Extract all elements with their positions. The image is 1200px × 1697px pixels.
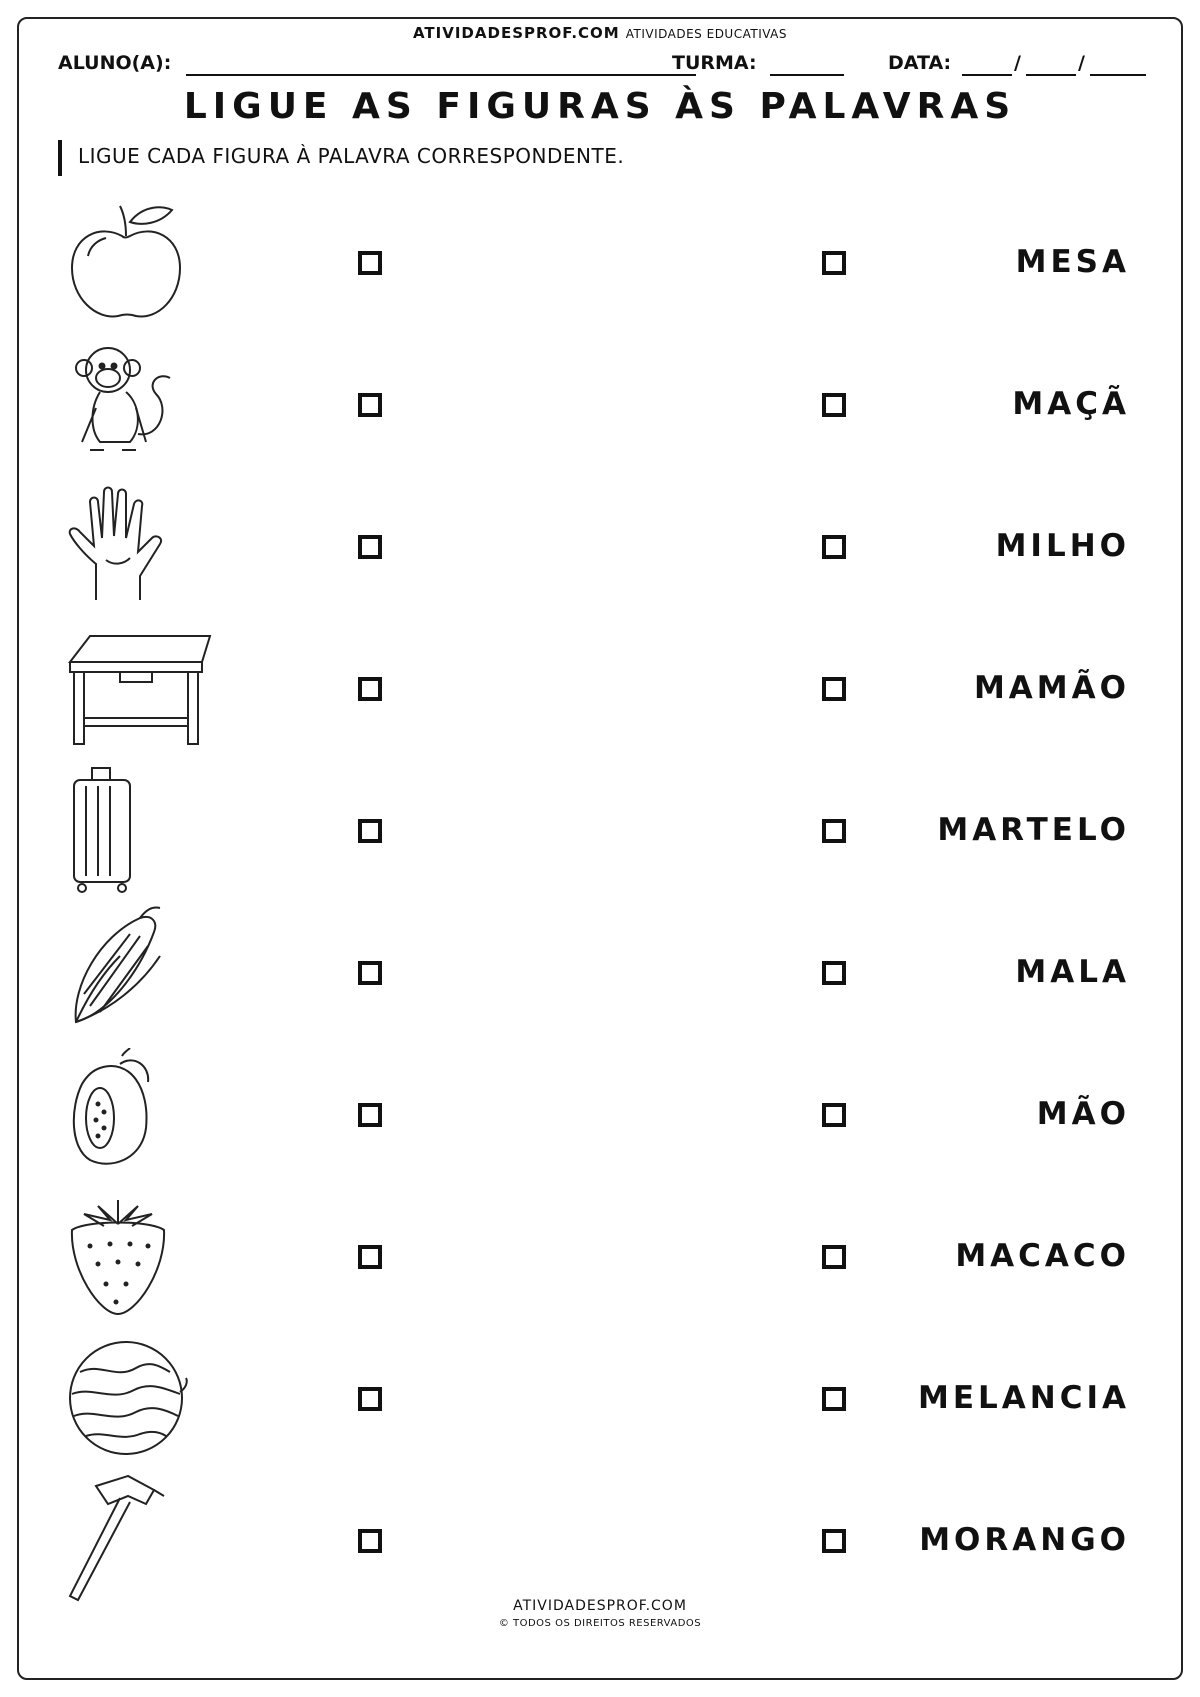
matching-row xyxy=(0,480,1200,622)
strawberry-picture xyxy=(60,1190,220,1320)
matching-row xyxy=(0,1190,1200,1332)
word-connect-box[interactable] xyxy=(822,819,846,843)
matching-row xyxy=(0,338,1200,480)
hand-picture xyxy=(60,480,220,610)
site-header xyxy=(0,24,1200,42)
date-separator: / xyxy=(1078,52,1085,74)
student-label: ALUNO(A): xyxy=(58,52,172,74)
apple-picture xyxy=(60,196,220,326)
word-connect-box[interactable] xyxy=(822,393,846,417)
date-label: DATA: xyxy=(888,52,952,74)
monkey-picture xyxy=(60,338,220,468)
matching-row xyxy=(0,906,1200,1048)
word-label: MARTELO xyxy=(937,812,1130,848)
word-label: MILHO xyxy=(995,528,1130,564)
footer-rights: © TODOS OS DIREITOS RESERVADOS xyxy=(498,1618,702,1629)
word-label: MELANCIA xyxy=(918,1380,1130,1416)
word-label: MÃO xyxy=(1036,1096,1130,1132)
word-label: MALA xyxy=(1015,954,1130,990)
class-label: TURMA: xyxy=(672,52,757,74)
watermelon-picture xyxy=(60,1332,220,1462)
picture-connect-box[interactable] xyxy=(358,1245,382,1269)
date-separator: / xyxy=(1014,52,1021,74)
word-label: MESA xyxy=(1015,244,1130,280)
picture-connect-box[interactable] xyxy=(358,1387,382,1411)
word-connect-box[interactable] xyxy=(822,1387,846,1411)
suitcase-picture xyxy=(60,764,220,894)
word-connect-box[interactable] xyxy=(822,677,846,701)
student-name-field[interactable] xyxy=(186,74,696,76)
site-name: ATIVIDADESPROF.COM xyxy=(412,24,620,42)
picture-connect-box[interactable] xyxy=(358,819,382,843)
hammer-picture xyxy=(60,1474,220,1604)
corn-picture xyxy=(60,906,220,1036)
date-year-field[interactable] xyxy=(1090,74,1146,76)
word-connect-box[interactable] xyxy=(822,1103,846,1127)
word-connect-box[interactable] xyxy=(822,1245,846,1269)
matching-row xyxy=(0,1474,1200,1616)
matching-row xyxy=(0,622,1200,764)
instruction: LIGUE CADA FIGURA À PALAVRA CORRESPONDENTE. xyxy=(58,140,624,176)
footer xyxy=(0,1598,1200,1629)
picture-connect-box[interactable] xyxy=(358,1529,382,1553)
matching-row xyxy=(0,1332,1200,1474)
class-field[interactable] xyxy=(770,74,844,76)
student-info-row xyxy=(58,52,1148,82)
page-title: LIGUE AS FIGURAS ÀS PALAVRAS xyxy=(183,86,1017,127)
date-month-field[interactable] xyxy=(1026,74,1076,76)
picture-connect-box[interactable] xyxy=(358,1103,382,1127)
picture-connect-box[interactable] xyxy=(358,961,382,985)
word-connect-box[interactable] xyxy=(822,535,846,559)
picture-connect-box[interactable] xyxy=(358,535,382,559)
word-label: MAMÃO xyxy=(973,670,1130,706)
footer-site: ATIVIDADESPROF.COM xyxy=(513,1598,687,1614)
word-connect-box[interactable] xyxy=(822,961,846,985)
matching-row xyxy=(0,764,1200,906)
papaya-picture xyxy=(60,1048,220,1178)
date-day-field[interactable] xyxy=(962,74,1012,76)
word-label: MORANGO xyxy=(919,1522,1130,1558)
word-connect-box[interactable] xyxy=(822,251,846,275)
word-connect-box[interactable] xyxy=(822,1529,846,1553)
table-picture xyxy=(60,622,220,752)
site-subtitle: ATIVIDADES EDUCATIVAS xyxy=(625,27,788,41)
word-label: MACACO xyxy=(955,1238,1130,1274)
word-label: MAÇÃ xyxy=(1012,386,1130,422)
picture-connect-box[interactable] xyxy=(358,393,382,417)
picture-connect-box[interactable] xyxy=(358,251,382,275)
picture-connect-box[interactable] xyxy=(358,677,382,701)
matching-row xyxy=(0,196,1200,338)
matching-row xyxy=(0,1048,1200,1190)
